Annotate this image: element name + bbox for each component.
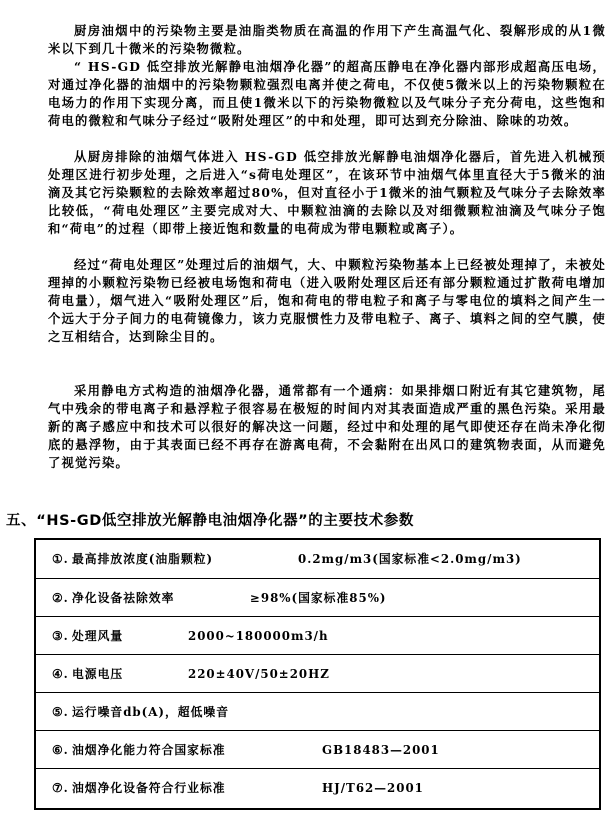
spec-label: 最高排放浓度(油脂颗粒) [72, 552, 214, 566]
spec-row [36, 730, 599, 768]
paragraph-adsorption: 经过“荷电处理区”处理过后的油烟气，大、中颗粒污染物基本上已经被处理掉了，未被处理掉的小颗粒污染物已经被电场饱和荷电（进入吸附处理区后还有部分颗粒通过扩散荷电增加荷电量），烟气进入“吸附处理区”后，饱和荷电的带电粒子和离子与零电位的填料之间产生一个远大于分子间力的电荷镜像力，该力克服惯性力及带电粒子、离子、填料之间的空气膜，使之互相结合，达到除尘目的。 [48, 257, 606, 344]
paragraph-process-flow: 从厨房排除的油烟气体进入 HS-GD 低空排放光解静电油烟净化器后，首先进入机械预处理区进行初步处理，之后进入“s荷电处理区”，在该环节中油烟气体里直径大于5微米的油滴及其它污染颗粒的去除效率超过80%，但对直径小于1微米的油气颗粒及气味分子去除效率比较低，“荷电处理区”主要完成对大、中颗粒油滴的去除以及对细微颗粒油滴及气味分子饱和“荷电”的过程（即带上接近饱和数量的电荷成为带电颗粒或离子）。 [48, 149, 606, 236]
spec-value: ≥98%(国家标准85%) [250, 591, 387, 605]
spec-row [36, 578, 599, 616]
spec-label: 电源电压 [72, 667, 124, 681]
spec-label: 运行噪音db(A)，超低噪音 [72, 705, 229, 719]
spec-table [34, 538, 601, 810]
spec-row [36, 616, 599, 654]
spec-row [36, 768, 599, 808]
spec-label: 净化设备祛除效率 [72, 591, 175, 605]
paragraph-pollutant-origin: 厨房油烟中的污染物主要是油脂类物质在高温的作用下产生高温气化、裂解形成的从1微米以下到几十微米的污染物微粒。 [48, 23, 606, 56]
spec-number: ④. [52, 667, 69, 681]
spec-value: 220±40V/50±20HZ [188, 667, 330, 681]
spec-value: HJ/T62—2001 [322, 781, 424, 795]
spec-row [36, 692, 599, 730]
section-heading: 五、“HS-GD低空排放光解静电油烟净化器”的主要技术参数 [6, 513, 414, 529]
spec-value: 2000~180000m3/h [188, 629, 329, 643]
spec-value: GB18483—2001 [322, 743, 440, 757]
spec-number: ⑤. [52, 705, 69, 719]
spec-number: ⑥. [52, 743, 69, 757]
paragraph-ion-neutralization: 采用静电方式构造的油烟净化器，通常都有一个通病：如果排烟口附近有其它建筑物，尾气中残余的带电离子和悬浮粒子很容易在极短的时间内对其表面造成严重的黑色污染。采用最新的离子感应中和技术可以很好的解决这一问题，经过中和处理的尾气即使还存在尚未净化彻底的悬浮物，由于其表面已经不再存在游离电荷，不会黏附在出风口的建筑物表面，从而避免了视觉污染。 [48, 383, 606, 470]
spec-number: ②. [52, 591, 69, 605]
spec-row [36, 654, 599, 692]
paragraph-electric-field: “ HS-GD 低空排放光解静电油烟净化器”的超高压静电在净化器内部形成超高压电场，对通过净化器的油烟中的污染物颗粒强烈电离并使之荷电，不仅使5微米以上的污染物颗粒在电场力的作用下实现分离，而且使1微米以下的污染物微粒以及气味分子充分荷电，这些饱和荷电的微粒和气味分子经过“吸附处理区”的中和处理，即可达到充分除油、除味的功效。 [48, 59, 606, 128]
spec-label: 油烟净化能力符合国家标准 [72, 743, 226, 757]
spec-value: 0.2mg/m3(国家标准<2.0mg/m3) [298, 552, 522, 566]
spec-number: ③. [52, 629, 69, 643]
spec-label: 处理风量 [72, 629, 124, 643]
spec-row [36, 540, 599, 578]
spec-number: ①. [52, 552, 69, 566]
spec-number: ⑦. [52, 781, 69, 795]
spec-label: 油烟净化设备符合行业标准 [72, 781, 226, 795]
